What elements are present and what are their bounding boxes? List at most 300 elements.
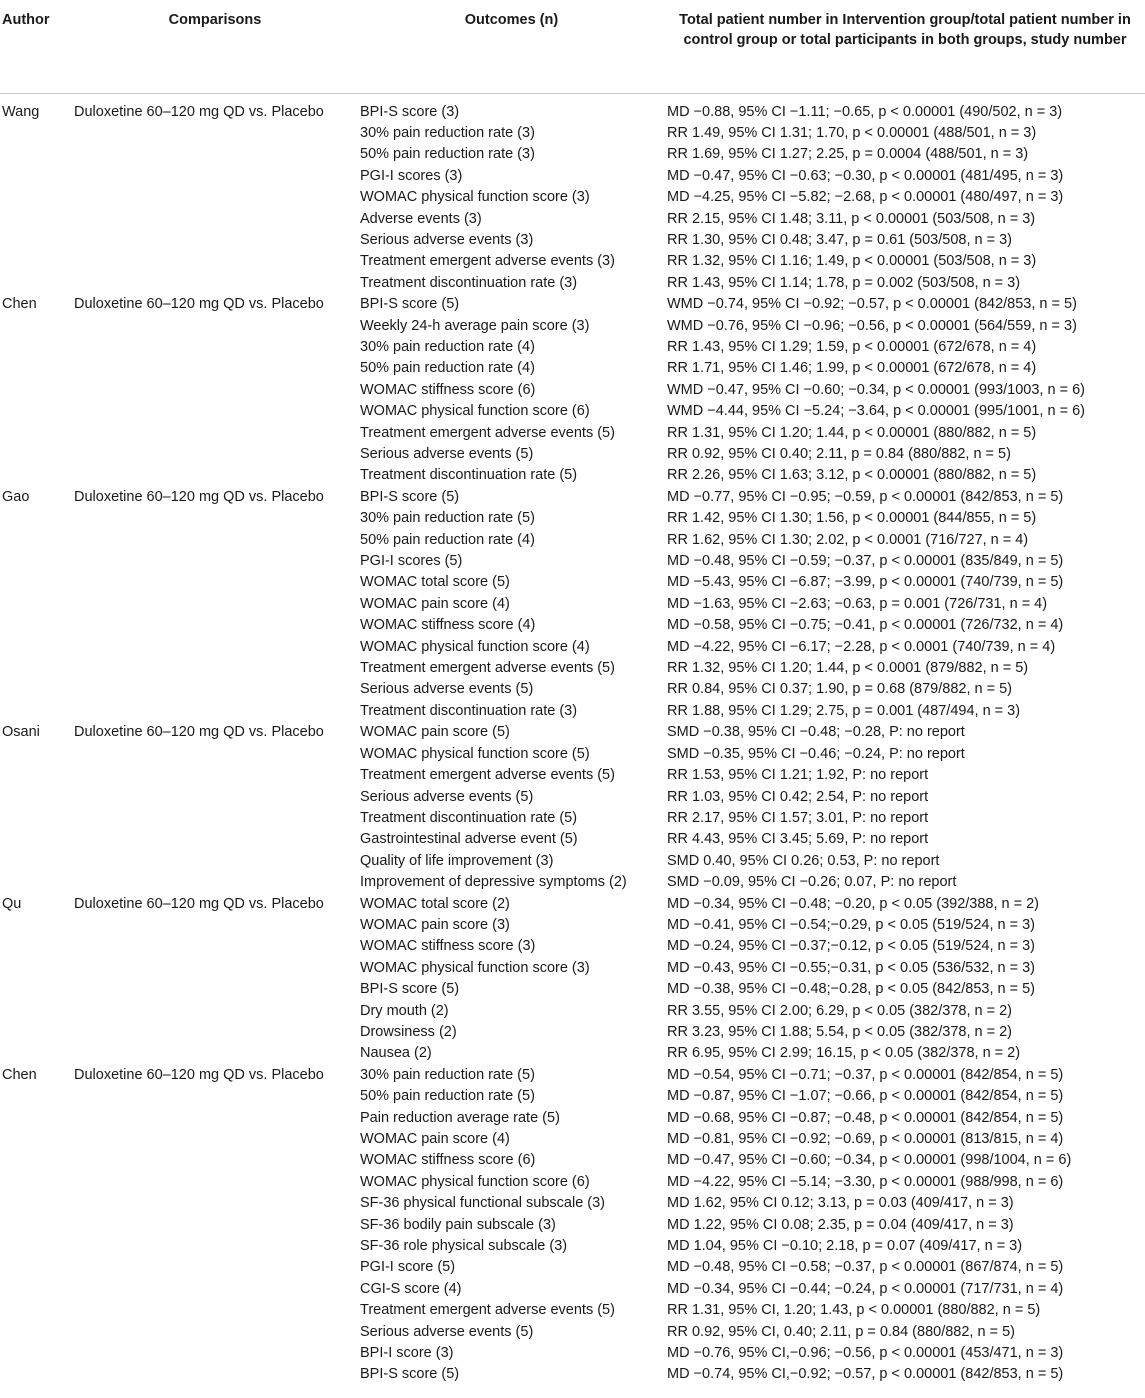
author-cell <box>0 423 72 444</box>
comparison-cell <box>72 787 358 808</box>
comparison-cell <box>72 316 358 337</box>
result-cell: MD 1.62, 95% CI 0.12; 3.13, p = 0.03 (409/417, n = 3) <box>667 1195 1014 1212</box>
result-cell: RR 1.71, 95% CI 1.46; 1.99, p < 0.00001 (672/678, n = 4) <box>667 360 1037 377</box>
table-row <box>0 144 1145 165</box>
result-cell: MD −4.22, 95% CI −5.14; −3.30, p < 0.00001 (988/998, n = 6) <box>667 1173 1064 1190</box>
comparison-cell <box>72 851 358 872</box>
comparison-cell <box>72 337 358 358</box>
comparison-cell <box>72 1150 358 1171</box>
result-cell: WMD −0.76, 95% CI −0.96; −0.56, p < 0.00001 (564/559, n = 3) <box>667 317 1077 334</box>
table-row <box>0 294 1145 315</box>
table-row <box>0 508 1145 529</box>
table-row <box>0 123 1145 144</box>
comparison-cell <box>72 1172 358 1193</box>
author-cell <box>0 358 72 379</box>
outcome-cell: Treatment discontinuation rate (3) <box>360 274 578 291</box>
result-cell: MD −0.47, 95% CI −0.60; −0.34, p < 0.00001 (998/1004, n = 6) <box>667 1152 1072 1169</box>
outcome-cell: Serious adverse events (5) <box>360 446 534 462</box>
result-cell: MD −0.87, 95% CI −1.07; −0.66, p < 0.00001 (842/854, n = 5) <box>667 1088 1064 1105</box>
outcome-cell: Treatment emergent adverse events (5) <box>360 767 615 784</box>
author-cell <box>0 1322 72 1343</box>
outcome-cell: WOMAC physical function score (6) <box>360 1173 590 1190</box>
result-cell: MD −0.48, 95% CI −0.59; −0.37, p < 0.00001 (835/849, n = 5) <box>667 553 1064 570</box>
comparison-cell <box>72 1279 358 1300</box>
table-row <box>0 979 1145 1000</box>
table-row <box>0 1322 1145 1343</box>
author-cell <box>0 444 72 465</box>
table-row <box>0 166 1145 187</box>
comparison-cell <box>72 144 358 165</box>
author-cell <box>0 829 72 850</box>
author-cell <box>0 936 72 957</box>
result-cell: RR 2.17, 95% CI 1.57; 3.01, P: no report <box>667 809 929 826</box>
table-row <box>0 701 1145 722</box>
author-cell <box>0 701 72 722</box>
outcome-cell: 30% pain reduction rate (5) <box>360 1066 535 1083</box>
outcome-cell: SF-36 bodily pain subscale (3) <box>360 1216 556 1233</box>
outcome-cell: CGI-S score (4) <box>360 1280 462 1297</box>
author-cell <box>0 166 72 187</box>
table-row <box>0 1001 1145 1022</box>
result-cell: MD −4.22, 95% CI −6.17; −2.28, p < 0.0001 (740/739, n = 4) <box>667 638 1056 655</box>
author-cell <box>0 1172 72 1193</box>
outcome-cell: PGI-I scores (5) <box>360 553 463 570</box>
comparison-cell <box>72 465 358 486</box>
outcome-cell: Treatment emergent adverse events (3) <box>360 253 615 270</box>
author-cell <box>0 337 72 358</box>
comparison-cell <box>72 1322 358 1343</box>
outcome-cell: 50% pain reduction rate (3) <box>360 146 535 163</box>
result-cell: RR 1.42, 95% CI 1.30; 1.56, p < 0.00001 (844/855, n = 5) <box>667 510 1037 527</box>
result-cell: RR 2.26, 95% CI 1.63; 3.12, p < 0.00001 (880/882, n = 5) <box>667 467 1037 484</box>
comparison-cell <box>72 572 358 593</box>
outcome-cell: WOMAC total score (5) <box>360 574 510 591</box>
author-cell <box>0 787 72 808</box>
result-cell: RR 1.88, 95% CI 1.29; 2.75, p = 0.001 (487/494, n = 3) <box>667 702 1021 719</box>
table-row <box>0 487 1145 508</box>
table-row <box>0 1022 1145 1043</box>
author-cell <box>0 808 72 829</box>
table-row <box>0 1279 1145 1300</box>
result-cell: RR 1.69, 95% CI 1.27; 2.25, p = 0.0004 (488/501, n = 3) <box>667 146 1029 163</box>
outcome-cell: WOMAC pain score (3) <box>360 916 510 933</box>
author-cell <box>0 380 72 401</box>
author-cell <box>0 658 72 679</box>
author-cell <box>0 465 72 486</box>
outcome-cell: SF-36 role physical subscale (3) <box>360 1238 568 1255</box>
table-row <box>0 273 1145 294</box>
table-row <box>0 1065 1145 1086</box>
result-cell: MD −0.43, 95% CI −0.55;−0.31, p < 0.05 (536/532, n = 3) <box>667 959 1035 976</box>
result-cell: WMD −0.74, 95% CI −0.92; −0.57, p < 0.00001 (842/853, n = 5) <box>667 296 1077 313</box>
result-cell: SMD −0.35, 95% CI −0.46; −0.24, P: no report <box>667 745 965 762</box>
comparison-cell: Duloxetine 60–120 mg QD vs. Placebo <box>74 1066 324 1083</box>
outcome-cell: Treatment emergent adverse events (5) <box>360 1302 615 1319</box>
table-row <box>0 551 1145 572</box>
comparison-cell <box>72 251 358 272</box>
result-cell: RR 1.43, 95% CI 1.29; 1.59, p < 0.00001 (672/678, n = 4) <box>667 338 1037 355</box>
result-cell: RR 2.15, 95% CI 1.48; 3.11, p < 0.00001 (503/508, n = 3) <box>667 210 1036 227</box>
outcome-cell: Serious adverse events (5) <box>360 1323 534 1340</box>
author-cell <box>0 144 72 165</box>
outcome-cell: BPI-S score (5) <box>360 1366 460 1383</box>
result-cell: RR 3.23, 95% CI 1.88; 5.54, p < 0.05 (382/378, n = 2) <box>667 1023 1013 1040</box>
header-results: Total patient number in Intervention group/total patient number in control group or total participants in both groups, study number <box>665 0 1145 93</box>
result-cell: MD −0.81, 95% CI −0.92; −0.69, p < 0.00001 (813/815, n = 4) <box>667 1131 1064 1147</box>
table-row <box>0 851 1145 872</box>
outcome-cell: Pain reduction average rate (5) <box>360 1109 560 1126</box>
comparison-cell <box>72 230 358 251</box>
author-cell <box>0 765 72 786</box>
outcome-cell: Drowsiness (2) <box>360 1023 457 1040</box>
table-row <box>0 230 1145 251</box>
author-cell <box>0 1236 72 1257</box>
outcome-cell: BPI-S score (5) <box>360 981 460 998</box>
result-cell: RR 1.49, 95% CI 1.31; 1.70, p < 0.00001 (488/501, n = 3) <box>667 124 1037 141</box>
author-cell <box>0 958 72 979</box>
result-cell: WMD −0.47, 95% CI −0.60; −0.34, p < 0.00001 (993/1003, n = 6) <box>667 381 1085 398</box>
result-cell: SMD −0.09, 95% CI −0.26; 0.07, P: no report <box>667 874 957 891</box>
result-cell: RR 3.55, 95% CI 2.00; 6.29, p < 0.05 (382/378, n = 2) <box>667 1002 1013 1019</box>
comparison-cell: Duloxetine 60–120 mg QD vs. Placebo <box>74 488 324 505</box>
table-row <box>0 679 1145 700</box>
comparison-cell <box>72 701 358 722</box>
comparison-cell <box>72 530 358 551</box>
author-cell <box>0 1343 72 1364</box>
author-cell <box>0 401 72 422</box>
author-cell <box>0 1108 72 1129</box>
comparison-cell <box>72 1215 358 1236</box>
table-row <box>0 1129 1145 1150</box>
author-cell <box>0 1001 72 1022</box>
author-cell <box>0 251 72 272</box>
result-cell: MD −0.38, 95% CI −0.48;−0.28, p < 0.05 (842/853, n = 5) <box>667 981 1035 998</box>
comparison-cell <box>72 808 358 829</box>
table-row <box>0 637 1145 658</box>
table-row <box>0 1086 1145 1107</box>
table-row <box>0 936 1145 957</box>
author-cell <box>0 1364 72 1385</box>
table-row <box>0 251 1145 272</box>
comparison-cell <box>72 1129 358 1150</box>
result-cell: RR 1.32, 95% CI 1.16; 1.49, p < 0.00001 (503/508, n = 3) <box>667 253 1037 270</box>
author-cell <box>0 979 72 1000</box>
author-cell <box>0 615 72 636</box>
comparison-cell <box>72 423 358 444</box>
author-cell <box>0 273 72 294</box>
result-cell: RR 1.53, 95% CI 1.21; 1.92, P: no report <box>667 767 929 784</box>
author-cell <box>0 230 72 251</box>
author-cell: Chen <box>2 1066 37 1083</box>
author-cell <box>0 915 72 936</box>
table-row <box>0 93 1145 123</box>
result-cell: RR 4.43, 95% CI 3.45; 5.69, P: no report <box>667 831 929 848</box>
author-cell <box>0 1215 72 1236</box>
author-cell <box>0 1043 72 1064</box>
table-row <box>0 1193 1145 1214</box>
table-row <box>0 337 1145 358</box>
table-row <box>0 722 1145 743</box>
table-row <box>0 1236 1145 1257</box>
table-body <box>0 93 1145 1386</box>
author-cell <box>0 637 72 658</box>
author-cell <box>0 209 72 230</box>
author-cell: Osani <box>2 724 40 741</box>
comparison-cell <box>72 551 358 572</box>
outcome-cell: PGI-I scores (3) <box>360 167 463 184</box>
outcome-cell: WOMAC total score (2) <box>360 895 510 912</box>
outcome-cell: WOMAC physical function score (5) <box>360 745 590 762</box>
table-row <box>0 1172 1145 1193</box>
author-cell <box>0 1279 72 1300</box>
outcome-cell: PGI-I score (5) <box>360 1259 456 1276</box>
table-row <box>0 316 1145 337</box>
outcome-cell: WOMAC pain score (4) <box>360 1131 510 1147</box>
result-cell: MD −0.48, 95% CI −0.58; −0.37, p < 0.00001 (867/874, n = 5) <box>667 1259 1064 1276</box>
result-cell: MD −0.41, 95% CI −0.54;−0.29, p < 0.05 (519/524, n = 3) <box>667 916 1035 933</box>
result-cell: RR 1.03, 95% CI 0.42; 2.54, P: no report <box>667 788 929 805</box>
table-row <box>0 1215 1145 1236</box>
table-row <box>0 1364 1145 1385</box>
comparison-cell <box>72 765 358 786</box>
outcome-cell: WOMAC pain score (4) <box>360 595 510 612</box>
table-row <box>0 572 1145 593</box>
outcome-cell: 50% pain reduction rate (4) <box>360 531 535 548</box>
outcome-cell: Treatment discontinuation rate (3) <box>360 702 578 719</box>
result-cell: RR 6.95, 95% CI 2.99; 16.15, p < 0.05 (382/378, n = 2) <box>667 1045 1021 1062</box>
header-outcomes: Outcomes (n) <box>358 0 665 93</box>
result-cell: SMD 0.40, 95% CI 0.26; 0.53, P: no report <box>667 852 940 869</box>
outcome-cell: Dry mouth (2) <box>360 1002 449 1019</box>
table-row <box>0 765 1145 786</box>
author-cell <box>0 1257 72 1278</box>
comparison-cell <box>72 1086 358 1107</box>
outcome-cell: 30% pain reduction rate (4) <box>360 338 535 355</box>
comparison-cell <box>72 637 358 658</box>
comparison-cell <box>72 1022 358 1043</box>
outcome-cell: Gastrointestinal adverse event (5) <box>360 831 578 848</box>
comparison-cell <box>72 936 358 957</box>
comparison-cell <box>72 1236 358 1257</box>
author-cell: Wang <box>2 103 40 120</box>
result-cell: MD −0.68, 95% CI −0.87; −0.48, p < 0.00001 (842/854, n = 5) <box>667 1109 1064 1126</box>
comparison-cell <box>72 915 358 936</box>
result-cell: MD −0.34, 95% CI −0.48; −0.20, p < 0.05 (392/388, n = 2) <box>667 895 1040 912</box>
author-cell <box>0 530 72 551</box>
table-row <box>0 744 1145 765</box>
author-cell <box>0 1150 72 1171</box>
table-row <box>0 380 1145 401</box>
comparison-cell <box>72 1257 358 1278</box>
comparison-cell: Duloxetine 60–120 mg QD vs. Placebo <box>74 724 324 741</box>
table-row <box>0 958 1145 979</box>
author-cell: Gao <box>2 488 30 505</box>
result-cell: MD −0.88, 95% CI −1.11; −0.65, p < 0.00001 (490/502, n = 3) <box>667 103 1063 120</box>
table-row <box>0 209 1145 230</box>
comparison-cell <box>72 744 358 765</box>
author-cell <box>0 1086 72 1107</box>
result-cell: MD −4.25, 95% CI −5.82; −2.68, p < 0.00001 (480/497, n = 3) <box>667 189 1064 206</box>
table-row <box>0 401 1145 422</box>
comparison-cell <box>72 508 358 529</box>
result-cell: MD −1.63, 95% CI −2.63; −0.63, p = 0.001 (726/731, n = 4) <box>667 595 1048 612</box>
result-cell: RR 0.84, 95% CI 0.37; 1.90, p = 0.68 (879/882, n = 5) <box>667 681 1013 698</box>
result-cell: MD −0.54, 95% CI −0.71; −0.37, p < 0.00001 (842/854, n = 5) <box>667 1066 1064 1083</box>
result-cell: MD −0.47, 95% CI −0.63; −0.30, p < 0.00001 (481/495, n = 3) <box>667 167 1064 184</box>
table-row <box>0 1150 1145 1171</box>
comparison-cell <box>72 166 358 187</box>
outcome-cell: Serious adverse events (5) <box>360 681 534 698</box>
outcome-cell: BPI-S score (5) <box>360 488 460 505</box>
author-cell <box>0 1129 72 1150</box>
table-row <box>0 594 1145 615</box>
header-row <box>0 0 1145 93</box>
result-cell: RR 1.30, 95% CI 0.48; 3.47, p = 0.61 (503/508, n = 3) <box>667 231 1013 248</box>
outcome-cell: BPI-I score (3) <box>360 1345 454 1362</box>
outcome-cell: SF-36 physical functional subscale (3) <box>360 1195 606 1212</box>
outcome-cell: Improvement of depressive symptoms (2) <box>360 874 627 891</box>
author-cell <box>0 187 72 208</box>
author-cell <box>0 1193 72 1214</box>
comparison-cell <box>72 679 358 700</box>
author-cell <box>0 551 72 572</box>
comparison-cell <box>72 1043 358 1064</box>
result-cell: WMD −4.44, 95% CI −5.24; −3.64, p < 0.00001 (995/1001, n = 6) <box>667 403 1085 420</box>
result-cell: RR 0.92, 95% CI 0.40; 2.11, p = 0.84 (880/882, n = 5) <box>667 446 1011 462</box>
comparison-cell <box>72 1343 358 1364</box>
result-cell: MD 1.04, 95% CI −0.10; 2.18, p = 0.07 (409/417, n = 3) <box>667 1238 1023 1255</box>
table-row <box>0 444 1145 465</box>
comparison-cell <box>72 1001 358 1022</box>
result-cell: RR 1.43, 95% CI 1.14; 1.78, p = 0.002 (503/508, n = 3) <box>667 274 1021 291</box>
comparison-cell <box>72 444 358 465</box>
result-cell: MD 1.22, 95% CI 0.08; 2.35, p = 0.04 (409/417, n = 3) <box>667 1216 1014 1233</box>
outcome-cell: Treatment emergent adverse events (5) <box>360 424 615 441</box>
comparison-cell <box>72 615 358 636</box>
header-author: Author <box>0 0 72 93</box>
outcome-cell: WOMAC stiffness score (6) <box>360 1152 536 1169</box>
outcome-cell: Treatment discontinuation rate (5) <box>360 809 578 826</box>
outcome-cell: Treatment emergent adverse events (5) <box>360 660 615 677</box>
result-cell: MD −0.24, 95% CI −0.37;−0.12, p < 0.05 (519/524, n = 3) <box>667 938 1035 955</box>
result-cell: SMD −0.38, 95% CI −0.48; −0.28, P: no report <box>667 724 965 741</box>
outcome-cell: BPI-S score (5) <box>360 296 460 313</box>
author-cell <box>0 744 72 765</box>
table-row <box>0 358 1145 379</box>
outcome-cell: Serious adverse events (5) <box>360 788 534 805</box>
comparison-cell <box>72 273 358 294</box>
result-cell: RR 0.92, 95% CI, 0.40; 2.11, p = 0.84 (880/882, n = 5) <box>667 1323 1015 1340</box>
comparison-cell <box>72 1364 358 1385</box>
author-cell: Chen <box>2 296 37 313</box>
result-cell: RR 1.32, 95% CI 1.20; 1.44, p < 0.0001 (879/882, n = 5) <box>667 660 1029 677</box>
table-row <box>0 1343 1145 1364</box>
outcome-cell: BPI-S score (3) <box>360 103 460 120</box>
result-cell: MD −0.58, 95% CI −0.75; −0.41, p < 0.00001 (726/732, n = 4) <box>667 617 1064 634</box>
result-cell: RR 1.31, 95% CI, 1.20; 1.43, p < 0.00001 (880/882, n = 5) <box>667 1302 1041 1319</box>
author-cell <box>0 123 72 144</box>
comparison-cell <box>72 658 358 679</box>
author-cell <box>0 1022 72 1043</box>
outcome-cell: Weekly 24-h average pain score (3) <box>360 317 590 334</box>
comparison-cell <box>72 358 358 379</box>
table-row <box>0 872 1145 893</box>
comparison-cell <box>72 594 358 615</box>
comparison-cell: Duloxetine 60–120 mg QD vs. Placebo <box>74 103 324 120</box>
table-row <box>0 530 1145 551</box>
table-row <box>0 915 1145 936</box>
outcome-cell: Serious adverse events (3) <box>360 231 534 248</box>
author-cell <box>0 594 72 615</box>
result-cell: RR 1.31, 95% CI 1.20; 1.44, p < 0.00001 (880/882, n = 5) <box>667 424 1037 441</box>
result-cell: MD −0.34, 95% CI −0.44; −0.24, p < 0.00001 (717/731, n = 4) <box>667 1280 1064 1297</box>
table-row <box>0 1108 1145 1129</box>
result-cell: MD −5.43, 95% CI −6.87; −3.99, p < 0.00001 (740/739, n = 5) <box>667 574 1064 591</box>
result-cell: RR 1.62, 95% CI 1.30; 2.02, p < 0.0001 (716/727, n = 4) <box>667 531 1029 548</box>
author-cell <box>0 851 72 872</box>
author-cell <box>0 1300 72 1321</box>
outcome-cell: WOMAC physical function score (4) <box>360 638 590 655</box>
outcome-cell: 50% pain reduction rate (5) <box>360 1088 535 1105</box>
outcome-cell: WOMAC stiffness score (6) <box>360 381 536 398</box>
author-cell <box>0 679 72 700</box>
comparison-cell <box>72 872 358 893</box>
outcome-cell: WOMAC physical function score (3) <box>360 189 590 206</box>
outcome-cell: WOMAC stiffness score (4) <box>360 617 536 634</box>
comparison-cell <box>72 958 358 979</box>
outcome-cell: 30% pain reduction rate (5) <box>360 510 535 527</box>
outcome-cell: 50% pain reduction rate (4) <box>360 360 535 377</box>
outcome-cell: Quality of life improvement (3) <box>360 852 554 869</box>
table-row <box>0 658 1145 679</box>
table-row <box>0 1043 1145 1064</box>
table-row <box>0 1257 1145 1278</box>
outcome-cell: WOMAC pain score (5) <box>360 724 510 741</box>
outcome-cell: WOMAC physical function score (6) <box>360 403 590 420</box>
comparison-cell <box>72 401 358 422</box>
author-cell <box>0 872 72 893</box>
table-row <box>0 894 1145 915</box>
result-cell: MD −0.76, 95% CI,−0.96; −0.56, p < 0.00001 (453/471, n = 3) <box>667 1345 1064 1362</box>
header-comparisons: Comparisons <box>72 0 358 93</box>
table-row <box>0 808 1145 829</box>
table-row <box>0 787 1145 808</box>
outcome-cell: 30% pain reduction rate (3) <box>360 124 535 141</box>
result-cell: MD −0.74, 95% CI,−0.92; −0.57, p < 0.00001 (842/853, n = 5) <box>667 1366 1064 1383</box>
table-row <box>0 187 1145 208</box>
comparison-cell <box>72 1108 358 1129</box>
comparison-cell <box>72 380 358 401</box>
comparison-cell <box>72 1193 358 1214</box>
outcome-cell: Nausea (2) <box>360 1045 432 1062</box>
outcome-cell: WOMAC physical function score (3) <box>360 959 590 976</box>
table-row <box>0 829 1145 850</box>
outcome-cell: Treatment discontinuation rate (5) <box>360 467 578 484</box>
comparison-cell <box>72 1300 358 1321</box>
author-cell <box>0 508 72 529</box>
comparison-cell: Duloxetine 60–120 mg QD vs. Placebo <box>74 296 324 313</box>
comparison-cell <box>72 829 358 850</box>
comparison-cell <box>72 209 358 230</box>
table-row <box>0 615 1145 636</box>
outcome-cell: WOMAC stiffness score (3) <box>360 938 536 955</box>
comparison-cell <box>72 187 358 208</box>
result-cell: MD −0.77, 95% CI −0.95; −0.59, p < 0.00001 (842/853, n = 5) <box>667 488 1064 505</box>
author-cell <box>0 572 72 593</box>
outcome-cell: Adverse events (3) <box>360 210 482 227</box>
comparison-cell: Duloxetine 60–120 mg QD vs. Placebo <box>74 895 324 912</box>
table-row <box>0 423 1145 444</box>
